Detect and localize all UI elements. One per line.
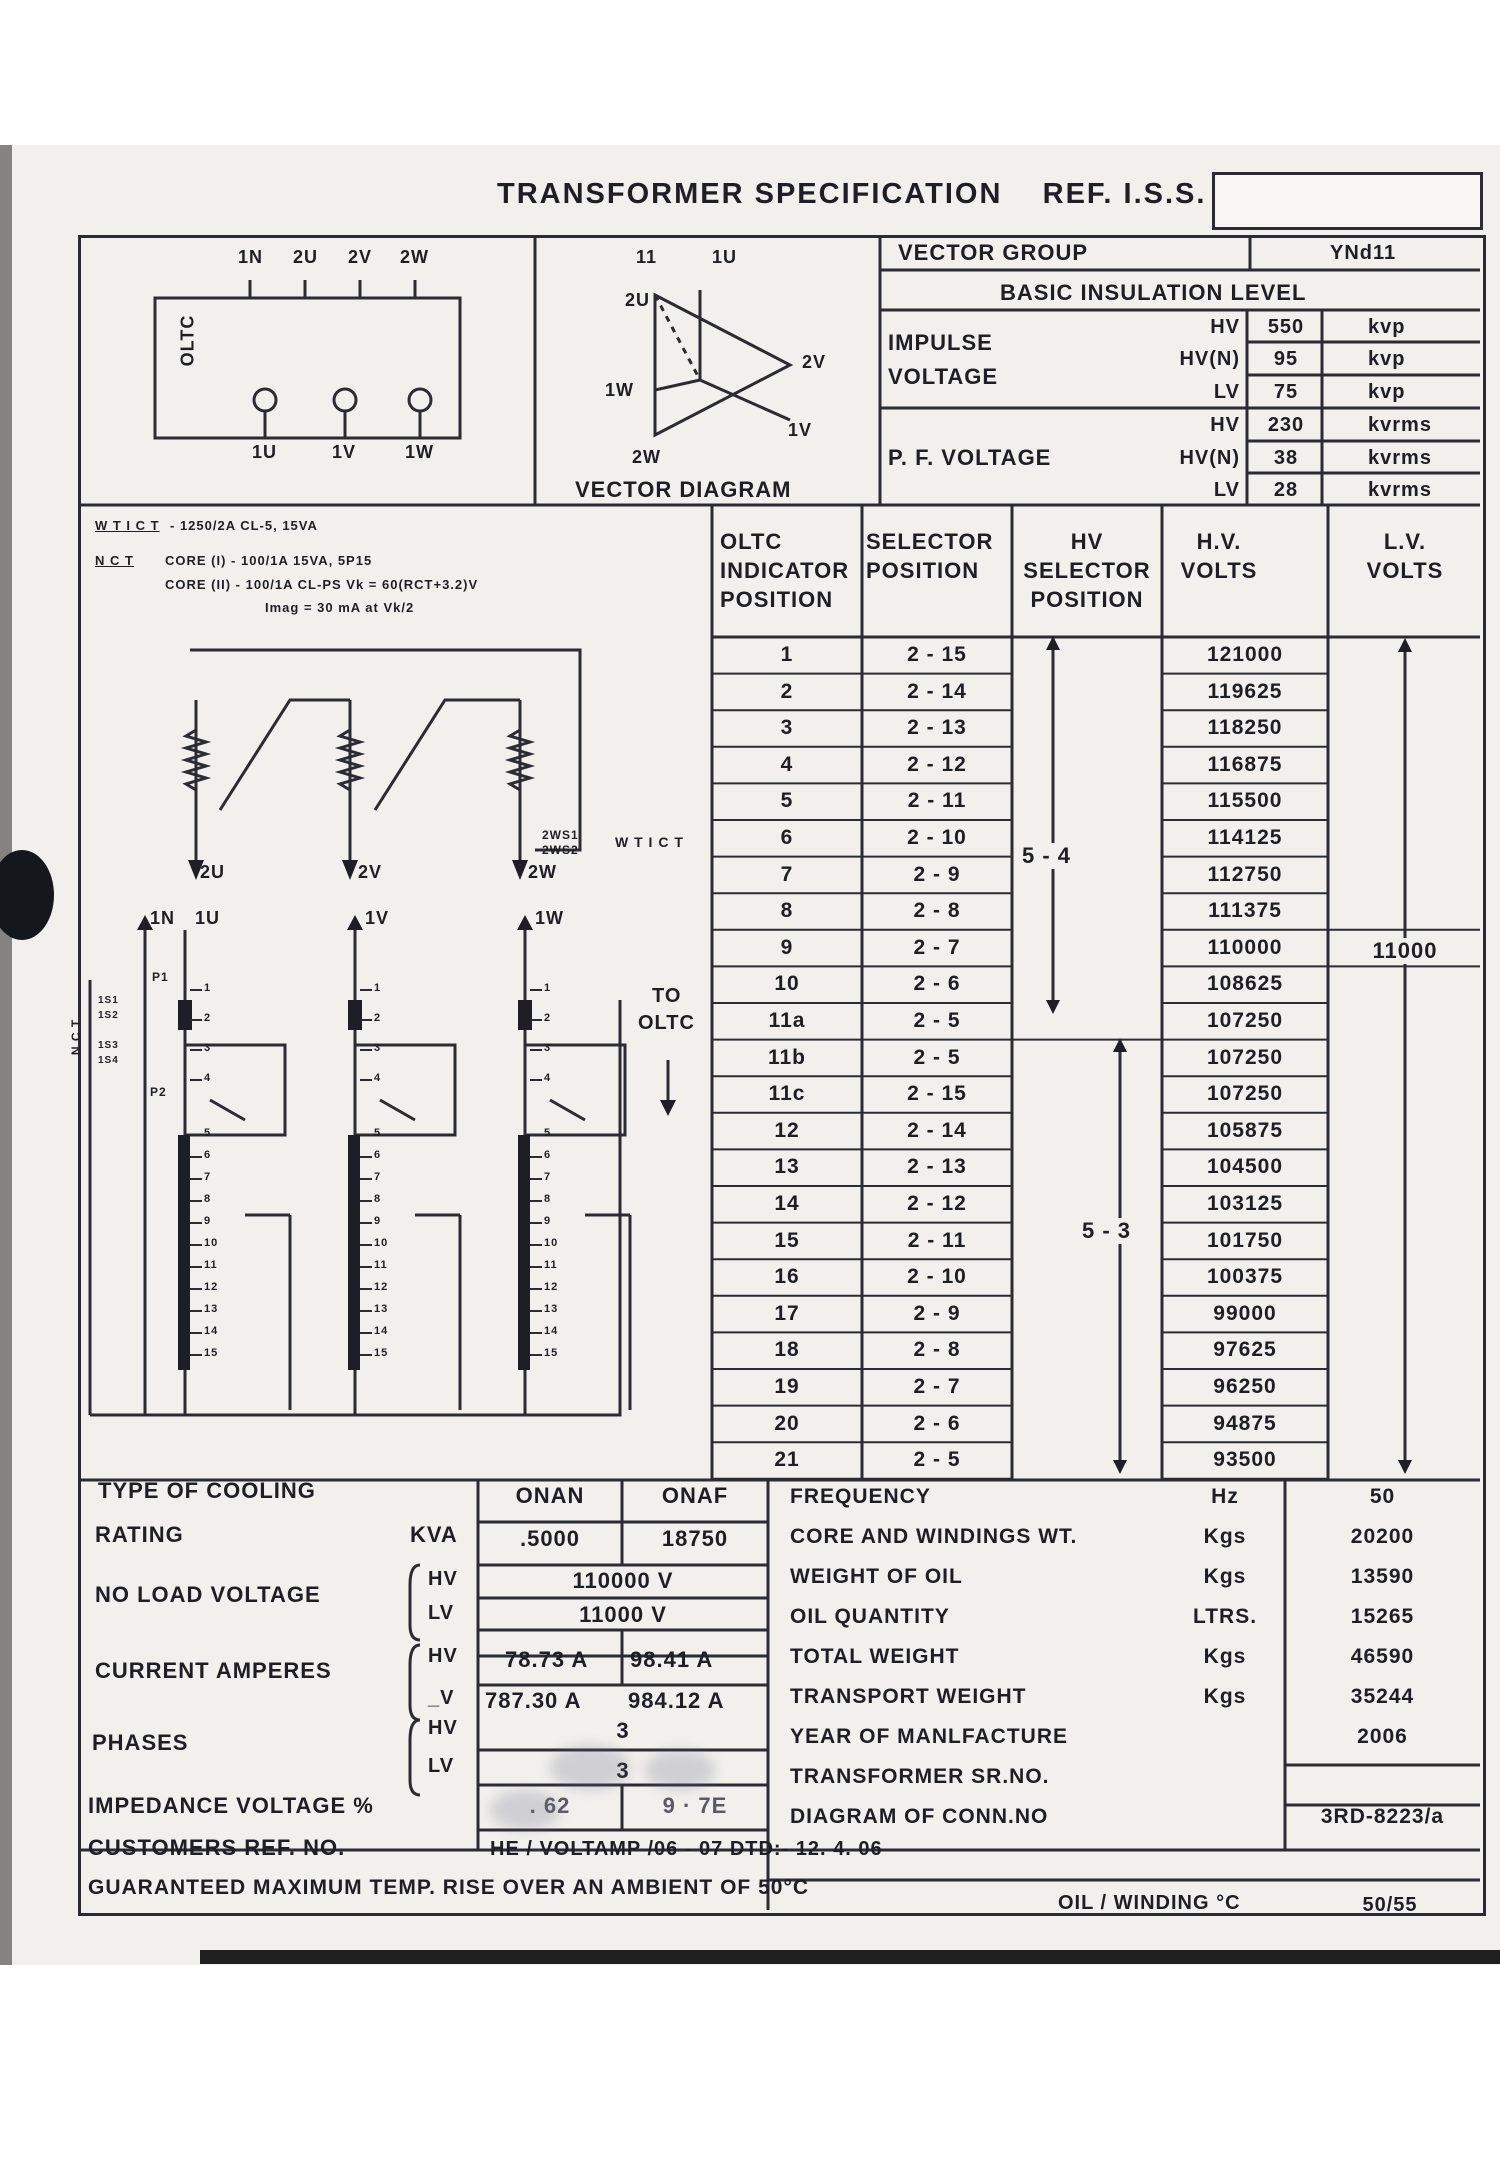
- param-label: WEIGHT OF OIL: [790, 1565, 963, 1588]
- s3-label: 1S3: [98, 1040, 119, 1051]
- rating-unit: KVA: [410, 1522, 458, 1547]
- selector-position: 2 - 11: [907, 1228, 967, 1252]
- phase-neutral-1n: 1N: [150, 908, 176, 928]
- hv-volts: 101750: [1206, 1228, 1284, 1252]
- tap-number: 13: [204, 1303, 219, 1315]
- s1-label: 1S1: [98, 995, 119, 1006]
- tap-position: 3: [780, 716, 794, 740]
- rating-label: RATING: [95, 1522, 184, 1547]
- vector-label-1v: 1V: [788, 420, 813, 440]
- impulse-label-2: VOLTAGE: [888, 364, 999, 389]
- phases-side-hv: HV: [428, 1717, 458, 1739]
- current-hv-onaf: 98.41 A: [630, 1647, 714, 1672]
- param-value: 50: [1369, 1485, 1396, 1508]
- to-oltc-label-2: OLTC: [638, 1012, 695, 1034]
- nct-imag: Imag = 30 mA at Vk/2: [265, 600, 415, 615]
- cooling-label: TYPE OF COOLING: [98, 1478, 316, 1503]
- impulse-value-hv: 550: [1267, 316, 1305, 338]
- tap-number: 9: [374, 1215, 382, 1227]
- hv-volts: 121000: [1206, 643, 1284, 666]
- tap-position: 21: [774, 1448, 800, 1472]
- phase-hv-2v: 2V: [358, 862, 383, 882]
- selector-position: 2 - 14: [907, 1118, 967, 1142]
- tap-number: 11: [374, 1259, 388, 1271]
- hv-volts: 108625: [1206, 972, 1284, 996]
- tap-number: 10: [374, 1237, 389, 1249]
- tap-position: 4: [780, 752, 794, 776]
- param-label: TRANSFORMER SR.NO.: [790, 1765, 1050, 1788]
- tap-number: 5: [204, 1127, 212, 1139]
- param-value: 3RD-8223/a: [1320, 1805, 1445, 1828]
- hv-volts: 103125: [1206, 1192, 1284, 1215]
- ws1-label: 2WS1: [542, 828, 579, 842]
- param-label: YEAR OF MANLFACTURE: [790, 1725, 1068, 1748]
- tap-number: 7: [544, 1171, 552, 1183]
- selector-position: 2 - 9: [913, 1301, 961, 1325]
- hv-volts-header: H.V. VOLTS: [1180, 529, 1258, 583]
- selector-position: 2 - 15: [907, 1082, 967, 1106]
- tap-number: 6: [204, 1149, 212, 1161]
- selector-position: 2 - 15: [907, 643, 967, 666]
- tap-position: 15: [774, 1228, 800, 1252]
- tap-position: 10: [774, 972, 800, 996]
- tap-position: 1: [780, 643, 794, 666]
- wtict-label: W T I C T: [95, 518, 160, 533]
- pf-unit-hvn: kvrms: [1368, 447, 1432, 469]
- current-hv-onan: 78.73 A: [505, 1647, 589, 1672]
- tap-position: 5: [780, 789, 794, 813]
- selector-position: 2 - 7: [913, 935, 961, 959]
- impulse-value-lv: 75: [1273, 381, 1299, 403]
- tap-number: 2: [204, 1012, 212, 1024]
- hv-volts: 111375: [1208, 899, 1282, 923]
- tap-number: 1: [374, 982, 382, 994]
- oltc-indicator-header: OLTC INDICATOR POSITION: [720, 529, 850, 612]
- vector-label-2u: 2U: [625, 290, 651, 310]
- tap-number: 8: [374, 1193, 382, 1205]
- pf-side-lv: LV: [1213, 479, 1240, 501]
- current-side-lv: _V: [428, 1687, 455, 1709]
- selector-position: 2 - 5: [913, 1045, 961, 1069]
- selector-position: 2 - 11: [907, 789, 967, 813]
- tap-number: 12: [544, 1281, 559, 1293]
- impulse-value-hvn: 95: [1273, 348, 1299, 370]
- no-load-lv: 11000 V: [579, 1602, 667, 1627]
- impulse-side-hv: HV: [1210, 316, 1240, 338]
- tap-position: 7: [780, 862, 794, 886]
- terminal-1n: 1N: [238, 247, 264, 267]
- tap-position: 19: [774, 1375, 800, 1398]
- vector-label-1u: 1U: [712, 247, 738, 267]
- vector-diagram-caption: VECTOR DIAGRAM: [575, 477, 792, 502]
- hv-volts: 104500: [1206, 1155, 1284, 1179]
- tap-number: 4: [544, 1072, 552, 1084]
- tap-number: 4: [374, 1072, 382, 1084]
- tap-number: 7: [374, 1171, 382, 1183]
- pf-side-hv: HV: [1210, 414, 1240, 436]
- param-unit: Hz: [1211, 1485, 1239, 1508]
- cooling-onaf: ONAF: [661, 1483, 729, 1508]
- smudge: [490, 1790, 560, 1830]
- tap-number: 3: [374, 1042, 382, 1054]
- param-label: FREQUENCY: [790, 1485, 931, 1508]
- tap-position: 20: [774, 1411, 800, 1435]
- param-label: DIAGRAM OF CONN.NO: [790, 1805, 1049, 1828]
- tap-number: 12: [204, 1281, 219, 1293]
- param-value: 46590: [1350, 1645, 1415, 1668]
- tap-number: 1: [204, 982, 212, 994]
- tap-number: 8: [204, 1193, 212, 1205]
- impedance-onan: . 62: [529, 1793, 571, 1818]
- impulse-unit-lv: kvp: [1368, 381, 1406, 403]
- param-label: TOTAL WEIGHT: [790, 1645, 960, 1668]
- tap-number: 4: [204, 1072, 212, 1084]
- hv-volts: 107250: [1206, 1082, 1284, 1106]
- param-value: 15265: [1350, 1605, 1415, 1628]
- selector-position: 2 - 5: [913, 1448, 961, 1472]
- param-unit: LTRS.: [1192, 1605, 1258, 1628]
- no-load-label: NO LOAD VOLTAGE: [95, 1582, 321, 1607]
- hv-selector-lower: 5 - 3: [1078, 1218, 1135, 1244]
- phases-lv: 3: [616, 1758, 630, 1783]
- selector-position: 2 - 6: [913, 972, 961, 996]
- hv-volts: 100375: [1206, 1265, 1284, 1289]
- impedance-onaf: 9 · 7E: [662, 1793, 728, 1818]
- smudge: [550, 1745, 630, 1790]
- selector-position: 2 - 6: [913, 1411, 961, 1435]
- nct-label: N C T: [95, 553, 134, 568]
- hv-volts: 93500: [1213, 1448, 1277, 1472]
- selector-position: 2 - 8: [913, 1338, 961, 1362]
- no-load-side-hv: HV: [428, 1568, 458, 1590]
- oil-winding-value: 50/55: [1362, 1894, 1418, 1916]
- tap-number: 6: [544, 1149, 552, 1161]
- phases-label: PHASES: [92, 1730, 189, 1755]
- param-value: 35244: [1350, 1685, 1415, 1708]
- hv-volts: 118250: [1207, 716, 1283, 740]
- page-title: TRANSFORMER SPECIFICATION REF. I.S.S.: [497, 178, 1207, 210]
- tap-position: 12: [774, 1118, 800, 1142]
- param-value: 2006: [1357, 1725, 1408, 1748]
- no-load-side-lv: LV: [428, 1602, 455, 1624]
- param-unit: Kgs: [1203, 1565, 1247, 1588]
- pf-value-hv: 230: [1267, 414, 1305, 436]
- no-load-hv: 110000 V: [572, 1568, 674, 1593]
- impulse-unit-hv: kvp: [1368, 316, 1406, 338]
- current-label: CURRENT AMPERES: [95, 1658, 332, 1683]
- tap-number: 5: [544, 1127, 552, 1139]
- tap-number: 15: [204, 1347, 219, 1359]
- tap-number: 14: [204, 1325, 219, 1337]
- param-value: 20200: [1350, 1525, 1415, 1548]
- vector-label-11: 11: [636, 247, 658, 267]
- selector-position: 2 - 10: [907, 1265, 967, 1289]
- tap-number: 15: [374, 1347, 389, 1359]
- tap-number: 14: [374, 1325, 389, 1337]
- phases-side-lv: LV: [428, 1755, 455, 1777]
- tap-position: 6: [780, 826, 794, 849]
- tap-number: 14: [544, 1325, 559, 1337]
- tap-number: 13: [544, 1303, 559, 1315]
- selector-position: 2 - 8: [913, 899, 961, 923]
- param-label: TRANSPORT WEIGHT: [790, 1685, 1027, 1708]
- selector-position: 2 - 5: [913, 1009, 961, 1032]
- param-label: CORE AND WINDINGS WT.: [790, 1525, 1078, 1548]
- tap-position: 8: [780, 899, 794, 923]
- selector-position: 2 - 13: [907, 716, 967, 740]
- current-side-hv: HV: [428, 1645, 458, 1667]
- tap-number: 13: [374, 1303, 389, 1315]
- selector-position: 2 - 13: [907, 1155, 967, 1179]
- rating-onan: .5000: [519, 1526, 581, 1551]
- lv-volts-value: 11000: [1330, 938, 1480, 964]
- hv-volts: 107250: [1206, 1045, 1284, 1069]
- pf-unit-lv: kvrms: [1368, 479, 1432, 501]
- p2-label: P2: [150, 1085, 167, 1099]
- oil-winding-label: OIL / WINDING °C: [1058, 1892, 1241, 1914]
- tap-position: 11a: [768, 1009, 806, 1032]
- tap-number: 10: [204, 1237, 219, 1249]
- s2-label: 1S2: [98, 1010, 119, 1021]
- terminal-2v: 2V: [348, 247, 373, 267]
- hv-volts: 114125: [1207, 826, 1283, 849]
- impulse-unit-hvn: kvp: [1368, 348, 1406, 370]
- terminal-1u: 1U: [252, 442, 278, 462]
- impulse-label: IMPULSE: [888, 330, 993, 355]
- hv-volts: 110000: [1207, 935, 1283, 959]
- to-oltc-label: TO: [652, 985, 682, 1007]
- tap-position: 14: [774, 1192, 800, 1215]
- ref-label: REF. I.S.S.: [1042, 178, 1207, 210]
- customers-ref-label: CUSTOMERS REF. NO.: [88, 1835, 346, 1860]
- terminal-1v: 1V: [332, 442, 357, 462]
- tap-position: 18: [774, 1338, 800, 1362]
- vector-label-2v: 2V: [802, 352, 827, 372]
- hv-volts: 107250: [1206, 1009, 1284, 1032]
- tap-number: 8: [544, 1193, 552, 1205]
- hv-volts: 116875: [1207, 752, 1283, 776]
- tap-number: 10: [544, 1237, 559, 1249]
- tap-position: 2: [780, 679, 794, 703]
- hv-volts: 94875: [1213, 1411, 1277, 1435]
- nct-tag: N C T: [69, 1018, 84, 1056]
- selector-position: 2 - 12: [907, 752, 967, 776]
- tap-number: 3: [204, 1042, 212, 1054]
- ws2-label: 2WS2: [542, 843, 579, 857]
- tap-position: 11b: [767, 1045, 807, 1069]
- pf-side-hvn: HV(N): [1179, 447, 1240, 469]
- impulse-side-lv: LV: [1213, 381, 1240, 403]
- tap-position: 13: [774, 1155, 800, 1179]
- tap-number: 7: [204, 1171, 212, 1183]
- insulation-heading: BASIC INSULATION LEVEL: [1000, 280, 1307, 305]
- terminal-2w: 2W: [400, 247, 429, 267]
- rating-onaf: 18750: [661, 1526, 729, 1551]
- tap-number: 9: [204, 1215, 212, 1227]
- customers-ref-value: HE / VOLTAMP /06 - 07 DTD:- 12. 4. 06: [490, 1838, 883, 1860]
- terminal-1w: 1W: [405, 442, 434, 462]
- tap-position: 9: [780, 935, 794, 959]
- selector-position-header: SELECTOR POSITION: [866, 529, 994, 583]
- tap-number: 5: [374, 1127, 382, 1139]
- tap-number: 2: [544, 1012, 552, 1024]
- tap-number: 6: [374, 1149, 382, 1161]
- current-lv-onaf: 984.12 A: [628, 1688, 725, 1713]
- param-unit: Kgs: [1203, 1685, 1247, 1708]
- tap-number: 3: [544, 1042, 552, 1054]
- nct-core2: CORE (II) - 100/1A CL-PS Vk = 60(RCT+3.2)V: [165, 577, 479, 592]
- param-label: OIL QUANTITY: [790, 1605, 950, 1628]
- smudge: [645, 1750, 715, 1790]
- hv-volts: 119625: [1207, 679, 1283, 703]
- phases-hv: 3: [616, 1718, 630, 1743]
- p1-label: P1: [152, 970, 169, 984]
- cooling-onan: ONAN: [515, 1483, 585, 1508]
- selector-position: 2 - 9: [913, 862, 961, 886]
- tap-position: 17: [774, 1301, 800, 1325]
- wtict-value: - 1250/2A CL-5, 15VA: [170, 518, 318, 533]
- nct-core1: CORE (I) - 100/1A 15VA, 5P15: [165, 553, 373, 568]
- s4-label: 1S4: [98, 1055, 119, 1066]
- phase-lv-1u: 1U: [195, 908, 221, 928]
- hv-volts: 96250: [1213, 1375, 1277, 1398]
- tap-number: 1: [544, 982, 552, 994]
- pf-value-lv: 28: [1273, 479, 1299, 501]
- selector-position: 2 - 10: [907, 826, 967, 849]
- hv-volts: 112750: [1207, 862, 1283, 886]
- temp-rise-label: GUARANTEED MAXIMUM TEMP. RISE OVER AN AMBIENT OF 50°C: [88, 1876, 810, 1899]
- terminal-2u: 2U: [293, 247, 319, 267]
- param-value: 13590: [1350, 1565, 1415, 1588]
- hv-volts: 97625: [1213, 1338, 1277, 1362]
- phase-hv-2w: 2W: [528, 862, 557, 882]
- tap-number: 12: [374, 1281, 389, 1293]
- tap-position: 16: [774, 1265, 800, 1289]
- pf-value-hvn: 38: [1273, 447, 1299, 469]
- wtict-tag: W T I C T: [615, 834, 684, 850]
- selector-position: 2 - 12: [907, 1192, 967, 1215]
- tap-number: 15: [544, 1347, 559, 1359]
- hv-volts: 105875: [1206, 1118, 1284, 1142]
- tap-number: 2: [374, 1012, 382, 1024]
- pf-voltage-label: P. F. VOLTAGE: [888, 445, 1052, 470]
- tap-number: 11: [544, 1259, 558, 1271]
- impedance-label: IMPEDANCE VOLTAGE %: [88, 1793, 374, 1818]
- hv-volts: 99000: [1213, 1301, 1277, 1325]
- selector-position: 2 - 14: [907, 679, 967, 703]
- tap-number: 11: [204, 1259, 218, 1271]
- phase-lv-1w: 1W: [535, 908, 564, 928]
- hv-volts: 115500: [1207, 789, 1283, 813]
- current-lv-onan: 787.30 A: [485, 1688, 582, 1713]
- vector-label-1w: 1W: [605, 380, 634, 400]
- vector-label-2w: 2W: [632, 447, 661, 467]
- hv-selector-position-header: HV SELECTOR POSITION: [1023, 529, 1151, 612]
- pf-unit-hv: kvrms: [1368, 414, 1432, 436]
- param-unit: Kgs: [1203, 1525, 1247, 1548]
- vector-group-label: VECTOR GROUP: [898, 240, 1089, 265]
- oltc-box-label: OLTC: [177, 314, 198, 367]
- tap-number: 9: [544, 1215, 552, 1227]
- impulse-side-hvn: HV(N): [1179, 348, 1240, 370]
- lv-volts-header: L.V. VOLTS: [1366, 529, 1444, 583]
- phase-hv-2u: 2U: [200, 862, 226, 882]
- selector-position: 2 - 7: [913, 1375, 961, 1398]
- tap-position: 11c: [768, 1082, 806, 1106]
- vector-group-value: YNd11: [1330, 242, 1397, 264]
- param-unit: Kgs: [1203, 1645, 1247, 1668]
- phase-lv-1v: 1V: [365, 908, 390, 928]
- hv-selector-upper: 5 - 4: [1018, 843, 1075, 869]
